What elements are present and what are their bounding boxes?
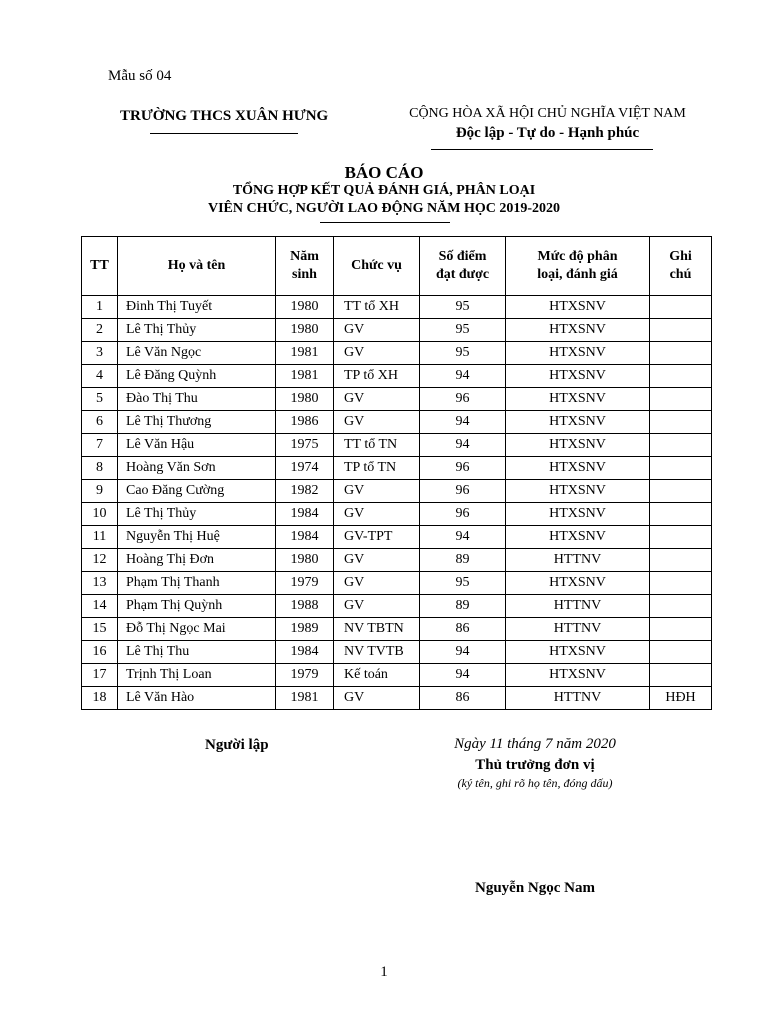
cell-position: Kế toán <box>334 664 420 687</box>
cell-position: TP tổ TN <box>334 457 420 480</box>
cell-position: GV <box>334 480 420 503</box>
cell-tt: 14 <box>82 595 118 618</box>
cell-position: NV TBTN <box>334 618 420 641</box>
cell-score: 94 <box>420 641 506 664</box>
cell-score: 94 <box>420 411 506 434</box>
cell-birth-year: 1981 <box>276 342 334 365</box>
header-name: Họ và tên <box>118 237 276 296</box>
cell-tt: 12 <box>82 549 118 572</box>
cell-name: Lê Thị Thủy <box>118 503 276 526</box>
cell-rating: HTXSNV <box>506 572 650 595</box>
cell-note <box>650 526 712 549</box>
table-row <box>82 664 712 687</box>
unit-head-title: Thủ trưởng đơn vị <box>475 757 595 773</box>
header-tt: TT <box>82 237 118 296</box>
cell-name: Lê Thị Thu <box>118 641 276 664</box>
cell-birth-year: 1984 <box>276 503 334 526</box>
cell-score: 89 <box>420 549 506 572</box>
motto-underline <box>431 149 653 150</box>
prepared-by-label: Người lập <box>205 737 269 753</box>
cell-score: 94 <box>420 434 506 457</box>
cell-rating: HTTNV <box>506 595 650 618</box>
cell-rating: HTXSNV <box>506 296 650 319</box>
page-number: 1 <box>380 964 388 980</box>
header-position: Chức vụ <box>334 237 420 296</box>
cell-note <box>650 664 712 687</box>
evaluation-table <box>81 236 712 710</box>
table-row <box>82 503 712 526</box>
table-row <box>82 618 712 641</box>
table-row <box>82 641 712 664</box>
signature-note: (ký tên, ghi rõ họ tên, đóng dấu) <box>457 776 613 790</box>
cell-position: GV <box>334 411 420 434</box>
cell-rating: HTXSNV <box>506 365 650 388</box>
cell-tt: 5 <box>82 388 118 411</box>
cell-score: 89 <box>420 595 506 618</box>
cell-score: 86 <box>420 618 506 641</box>
cell-position: GV <box>334 319 420 342</box>
cell-score: 95 <box>420 319 506 342</box>
cell-tt: 3 <box>82 342 118 365</box>
cell-note: HĐH <box>650 687 712 710</box>
cell-position: TT tổ XH <box>334 296 420 319</box>
cell-rating: HTXSNV <box>506 480 650 503</box>
report-title: BÁO CÁO <box>344 163 424 182</box>
cell-tt: 4 <box>82 365 118 388</box>
cell-rating: HTTNV <box>506 549 650 572</box>
cell-name: Nguyễn Thị Huệ <box>118 526 276 549</box>
cell-birth-year: 1980 <box>276 296 334 319</box>
cell-name: Cao Đăng Cường <box>118 480 276 503</box>
table-row <box>82 480 712 503</box>
table-row <box>82 595 712 618</box>
table-row <box>82 687 712 710</box>
cell-name: Lê Thị Thương <box>118 411 276 434</box>
cell-name: Đỗ Thị Ngọc Mai <box>118 618 276 641</box>
cell-tt: 9 <box>82 480 118 503</box>
cell-note <box>650 319 712 342</box>
cell-score: 94 <box>420 664 506 687</box>
school-underline <box>150 133 298 134</box>
cell-tt: 8 <box>82 457 118 480</box>
cell-birth-year: 1981 <box>276 687 334 710</box>
table-row <box>82 549 712 572</box>
cell-name: Đào Thị Thu <box>118 388 276 411</box>
cell-rating: HTTNV <box>506 687 650 710</box>
cell-name: Hoàng Thị Đơn <box>118 549 276 572</box>
cell-birth-year: 1984 <box>276 641 334 664</box>
cell-position: GV <box>334 687 420 710</box>
cell-rating: HTXSNV <box>506 664 650 687</box>
cell-rating: HTXSNV <box>506 342 650 365</box>
cell-note <box>650 480 712 503</box>
cell-name: Trịnh Thị Loan <box>118 664 276 687</box>
table-row <box>82 365 712 388</box>
cell-note <box>650 296 712 319</box>
cell-birth-year: 1981 <box>276 365 334 388</box>
header-rating: Mức độ phân loại, đánh giá <box>506 237 650 296</box>
table-row <box>82 411 712 434</box>
cell-note <box>650 365 712 388</box>
cell-rating: HTXSNV <box>506 457 650 480</box>
cell-rating: HTXSNV <box>506 411 650 434</box>
cell-score: 96 <box>420 503 506 526</box>
cell-tt: 10 <box>82 503 118 526</box>
cell-note <box>650 618 712 641</box>
cell-name: Lê Văn Hào <box>118 687 276 710</box>
cell-score: 86 <box>420 687 506 710</box>
table-row <box>82 572 712 595</box>
cell-note <box>650 503 712 526</box>
cell-name: Lê Đăng Quỳnh <box>118 365 276 388</box>
report-subtitle-line2: VIÊN CHỨC, NGƯỜI LAO ĐỘNG NĂM HỌC 2019-2020 <box>207 201 561 216</box>
cell-name: Lê Thị Thủy <box>118 319 276 342</box>
cell-tt: 1 <box>82 296 118 319</box>
cell-birth-year: 1989 <box>276 618 334 641</box>
cell-birth-year: 1982 <box>276 480 334 503</box>
cell-note <box>650 595 712 618</box>
table-row <box>82 342 712 365</box>
table-row <box>82 296 712 319</box>
cell-rating: HTTNV <box>506 618 650 641</box>
cell-tt: 6 <box>82 411 118 434</box>
cell-position: TP tổ XH <box>334 365 420 388</box>
cell-rating: HTXSNV <box>506 388 650 411</box>
cell-note <box>650 641 712 664</box>
cell-name: Hoàng Văn Sơn <box>118 457 276 480</box>
cell-name: Phạm Thị Thanh <box>118 572 276 595</box>
cell-name: Lê Văn Ngọc <box>118 342 276 365</box>
cell-score: 95 <box>420 572 506 595</box>
table-row <box>82 319 712 342</box>
form-number: Mẫu số 04 <box>108 68 172 84</box>
cell-name: Lê Văn Hậu <box>118 434 276 457</box>
signer-name: Nguyễn Ngọc Nam <box>475 880 595 896</box>
cell-score: 96 <box>420 480 506 503</box>
cell-rating: HTXSNV <box>506 319 650 342</box>
cell-position: GV <box>334 342 420 365</box>
cell-position: GV <box>334 549 420 572</box>
cell-score: 94 <box>420 526 506 549</box>
cell-position: TT tổ TN <box>334 434 420 457</box>
cell-name: Phạm Thị Quỳnh <box>118 595 276 618</box>
header-note: Ghi chú <box>650 237 712 296</box>
cell-note <box>650 572 712 595</box>
cell-score: 96 <box>420 457 506 480</box>
table-row <box>82 388 712 411</box>
cell-note <box>650 411 712 434</box>
cell-score: 94 <box>420 365 506 388</box>
cell-birth-year: 1974 <box>276 457 334 480</box>
cell-note <box>650 457 712 480</box>
republic-heading: CỘNG HÒA XÃ HỘI CHỦ NGHĨA VIỆT NAM <box>409 106 686 121</box>
report-subtitle-line1: TỔNG HỢP KẾT QUẢ ĐÁNH GIÁ, PHÂN LOẠI <box>232 183 536 198</box>
table-row <box>82 434 712 457</box>
cell-tt: 2 <box>82 319 118 342</box>
cell-note <box>650 388 712 411</box>
cell-score: 96 <box>420 388 506 411</box>
cell-position: GV <box>334 572 420 595</box>
cell-position: GV-TPT <box>334 526 420 549</box>
cell-birth-year: 1986 <box>276 411 334 434</box>
cell-birth-year: 1980 <box>276 319 334 342</box>
cell-birth-year: 1984 <box>276 526 334 549</box>
report-date: Ngày 11 tháng 7 năm 2020 <box>454 736 616 752</box>
cell-tt: 11 <box>82 526 118 549</box>
cell-position: GV <box>334 595 420 618</box>
cell-rating: HTXSNV <box>506 503 650 526</box>
cell-position: GV <box>334 503 420 526</box>
cell-tt: 15 <box>82 618 118 641</box>
cell-score: 95 <box>420 342 506 365</box>
cell-birth-year: 1980 <box>276 388 334 411</box>
cell-rating: HTXSNV <box>506 434 650 457</box>
school-name: TRƯỜNG THCS XUÂN HƯNG <box>120 108 329 124</box>
cell-tt: 7 <box>82 434 118 457</box>
cell-rating: HTXSNV <box>506 526 650 549</box>
cell-note <box>650 549 712 572</box>
cell-birth-year: 1988 <box>276 595 334 618</box>
cell-position: GV <box>334 388 420 411</box>
header-birth-year: Năm sinh <box>276 237 334 296</box>
table-row <box>82 457 712 480</box>
cell-rating: HTXSNV <box>506 641 650 664</box>
cell-birth-year: 1979 <box>276 664 334 687</box>
header-score: Số điểm đạt được <box>420 237 506 296</box>
table-header-row <box>82 237 712 296</box>
cell-tt: 18 <box>82 687 118 710</box>
table-row <box>82 526 712 549</box>
title-underline <box>320 222 450 223</box>
national-motto: Độc lập - Tự do - Hạnh phúc <box>455 125 640 141</box>
cell-note <box>650 434 712 457</box>
cell-tt: 13 <box>82 572 118 595</box>
cell-score: 95 <box>420 296 506 319</box>
cell-birth-year: 1975 <box>276 434 334 457</box>
cell-birth-year: 1980 <box>276 549 334 572</box>
cell-tt: 17 <box>82 664 118 687</box>
cell-name: Đinh Thị Tuyết <box>118 296 276 319</box>
cell-position: NV TVTB <box>334 641 420 664</box>
cell-note <box>650 342 712 365</box>
cell-birth-year: 1979 <box>276 572 334 595</box>
cell-tt: 16 <box>82 641 118 664</box>
